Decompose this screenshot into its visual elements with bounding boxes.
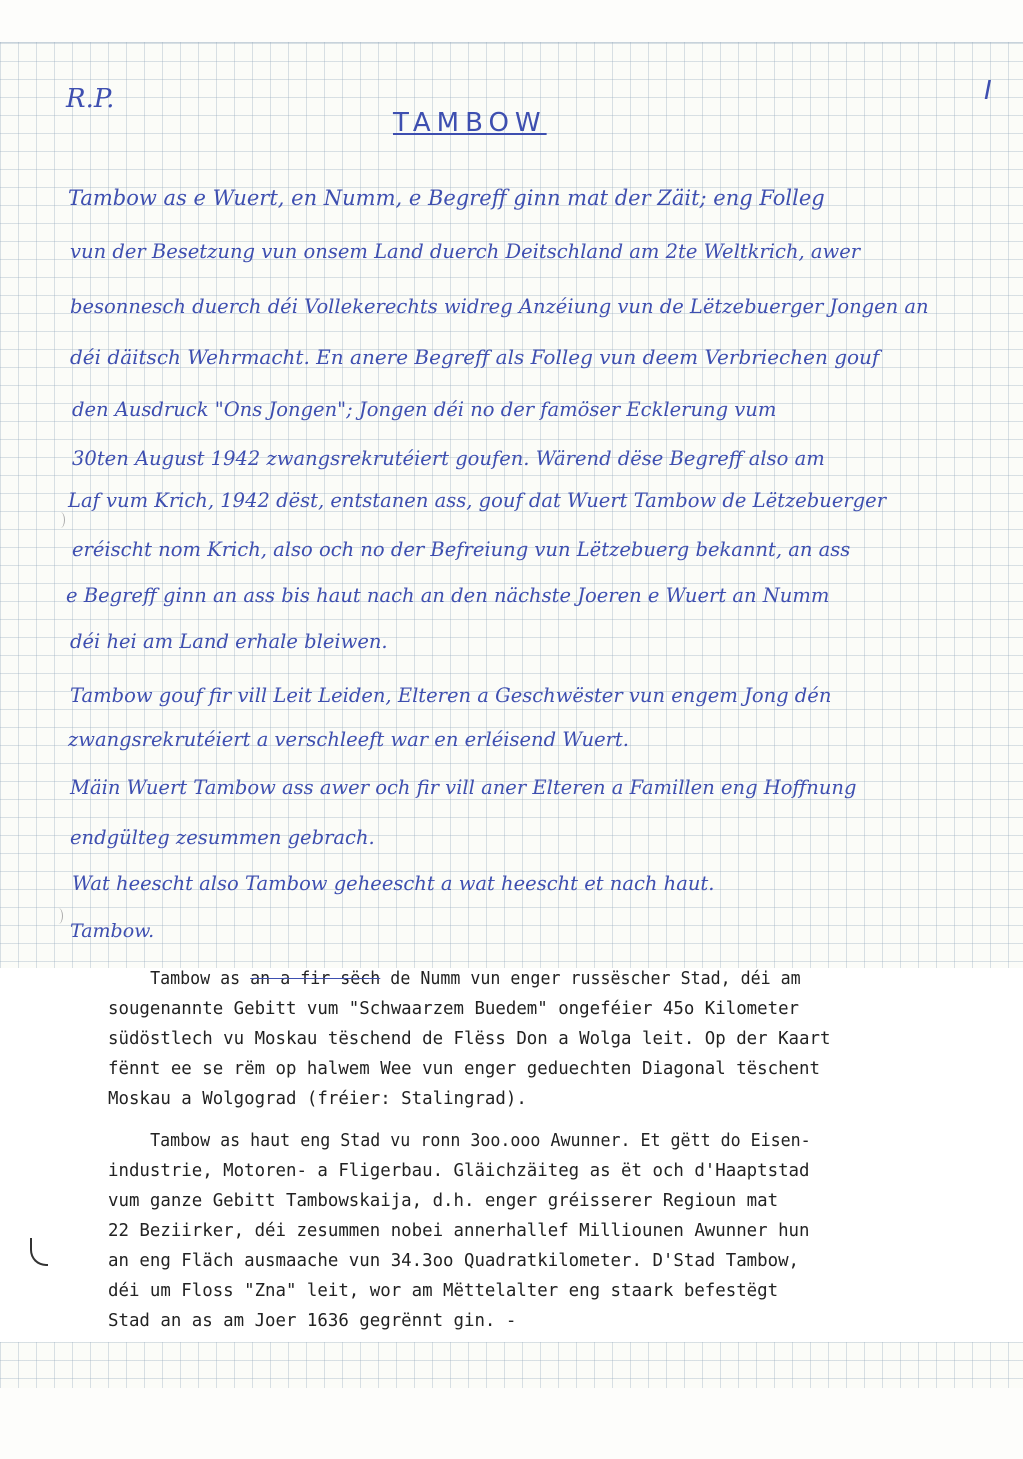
handwritten-line: Wat heescht also Tambow geheescht a wat heescht et nach haut.: [72, 872, 715, 895]
handwritten-line: déi hei am Land erhale bleiwen.: [70, 630, 388, 653]
handwritten-line: Mäin Wuert Tambow ass awer och fir vill aner Elteren a Famillen eng Hoffnung: [70, 776, 857, 799]
graph-paper-strip: [0, 1342, 1023, 1388]
typed-paragraph-1: [108, 964, 1008, 1114]
page-number: I: [984, 76, 992, 106]
typed-line: déi um Floss "Zna" leit, wor am Mëttelalter eng staark befestëgt: [108, 1281, 779, 1301]
handwritten-line: Tambow as e Wuert, en Numm, e Begreff ginn mat der Zäit; eng Folleg: [68, 186, 825, 210]
typed-line: südöstlech vu Moskau tëschend de Flëss Don a Wolga leit. Op der Kaart: [108, 1029, 831, 1049]
typed-line: industrie, Motoren- a Fligerbau. Gläichzäiteg as ët och d'Haaptstad: [108, 1161, 810, 1181]
punch-hole-mark: [54, 908, 63, 924]
handwritten-line: déi däitsch Wehrmacht. En anere Begreff als Folleg vun deem Verbriechen gouf: [70, 345, 880, 369]
typed-paragraph-2: [108, 1126, 1008, 1336]
handwritten-line: eréischt nom Krich, also och no der Befreiung vun Lëtzebuerg bekannt, an ass: [72, 538, 851, 561]
author-initials: R.P.: [66, 84, 115, 114]
handwritten-line: 30ten August 1942 zwangsrekrutéiert goufen. Wärend dëse Begreff also am: [72, 447, 825, 470]
typed-line: vum ganze Gebitt Tambowskaija, d.h. enger gréisserer Regioun mat: [108, 1191, 779, 1211]
typed-line: Tambow as haut eng Stad vu ronn 3oo.ooo Awunner. Et gëtt do Eisen-: [150, 1131, 811, 1151]
handwritten-line: vun der Besetzung vun onsem Land duerch Deitschland am 2te Weltkrich, awer: [70, 240, 861, 263]
handwritten-line: zwangsrekrutéiert a verschleeft war en erléisend Wuert.: [68, 728, 629, 751]
struck-text: an a fir sëch: [250, 969, 381, 989]
handwritten-line: besonnesch duerch déi Vollekerechts widreg Anzéiung vun de Lëtzebuerger Jongen an: [70, 295, 929, 318]
typed-line: Tambow as an a fir sëch de Numm vun enger russëscher Stad, déi am: [150, 969, 801, 989]
typed-line: fënnt ee se rëm op halwem Wee vun enger geduechten Diagonal tëschent: [108, 1059, 820, 1079]
typed-line: Moskau a Wolgograd (fréier: Stalingrad).: [108, 1089, 527, 1109]
handwritten-line: den Ausdruck "Ons Jongen"; Jongen déi no der famöser Ecklerung vum: [72, 398, 777, 421]
handwritten-line: e Begreff ginn an ass bis haut nach an den nächste Joeren e Wuert an Numm: [66, 584, 830, 607]
page-title: TAMBOW: [393, 108, 547, 138]
punch-hole-mark: [56, 512, 65, 528]
typed-line: sougenannte Gebitt vum "Schwaarzem Buedem" ongeféier 45o Kilometer: [108, 999, 800, 1019]
handwritten-line: Laf vum Krich, 1942 dëst, entstanen ass, gouf dat Wuert Tambow de Lëtzebuerger: [68, 489, 887, 512]
handwritten-line: Tambow.: [70, 920, 155, 942]
handwritten-line: Tambow gouf fir vill Leit Leiden, Elteren a Geschwëster vun engem Jong dén: [70, 684, 832, 707]
handwritten-line: endgülteg zesummen gebrach.: [70, 826, 375, 849]
typed-line: 22 Beziirker, déi zesummen nobei annerhallef Milliounen Awunner hun: [108, 1221, 810, 1241]
typed-line: an eng Fläch ausmaache vun 34.3oo Quadratkilometer. D'Stad Tambow,: [108, 1251, 800, 1271]
typed-line: Stad an as am Joer 1636 gegrënnt gin. -: [108, 1311, 517, 1331]
